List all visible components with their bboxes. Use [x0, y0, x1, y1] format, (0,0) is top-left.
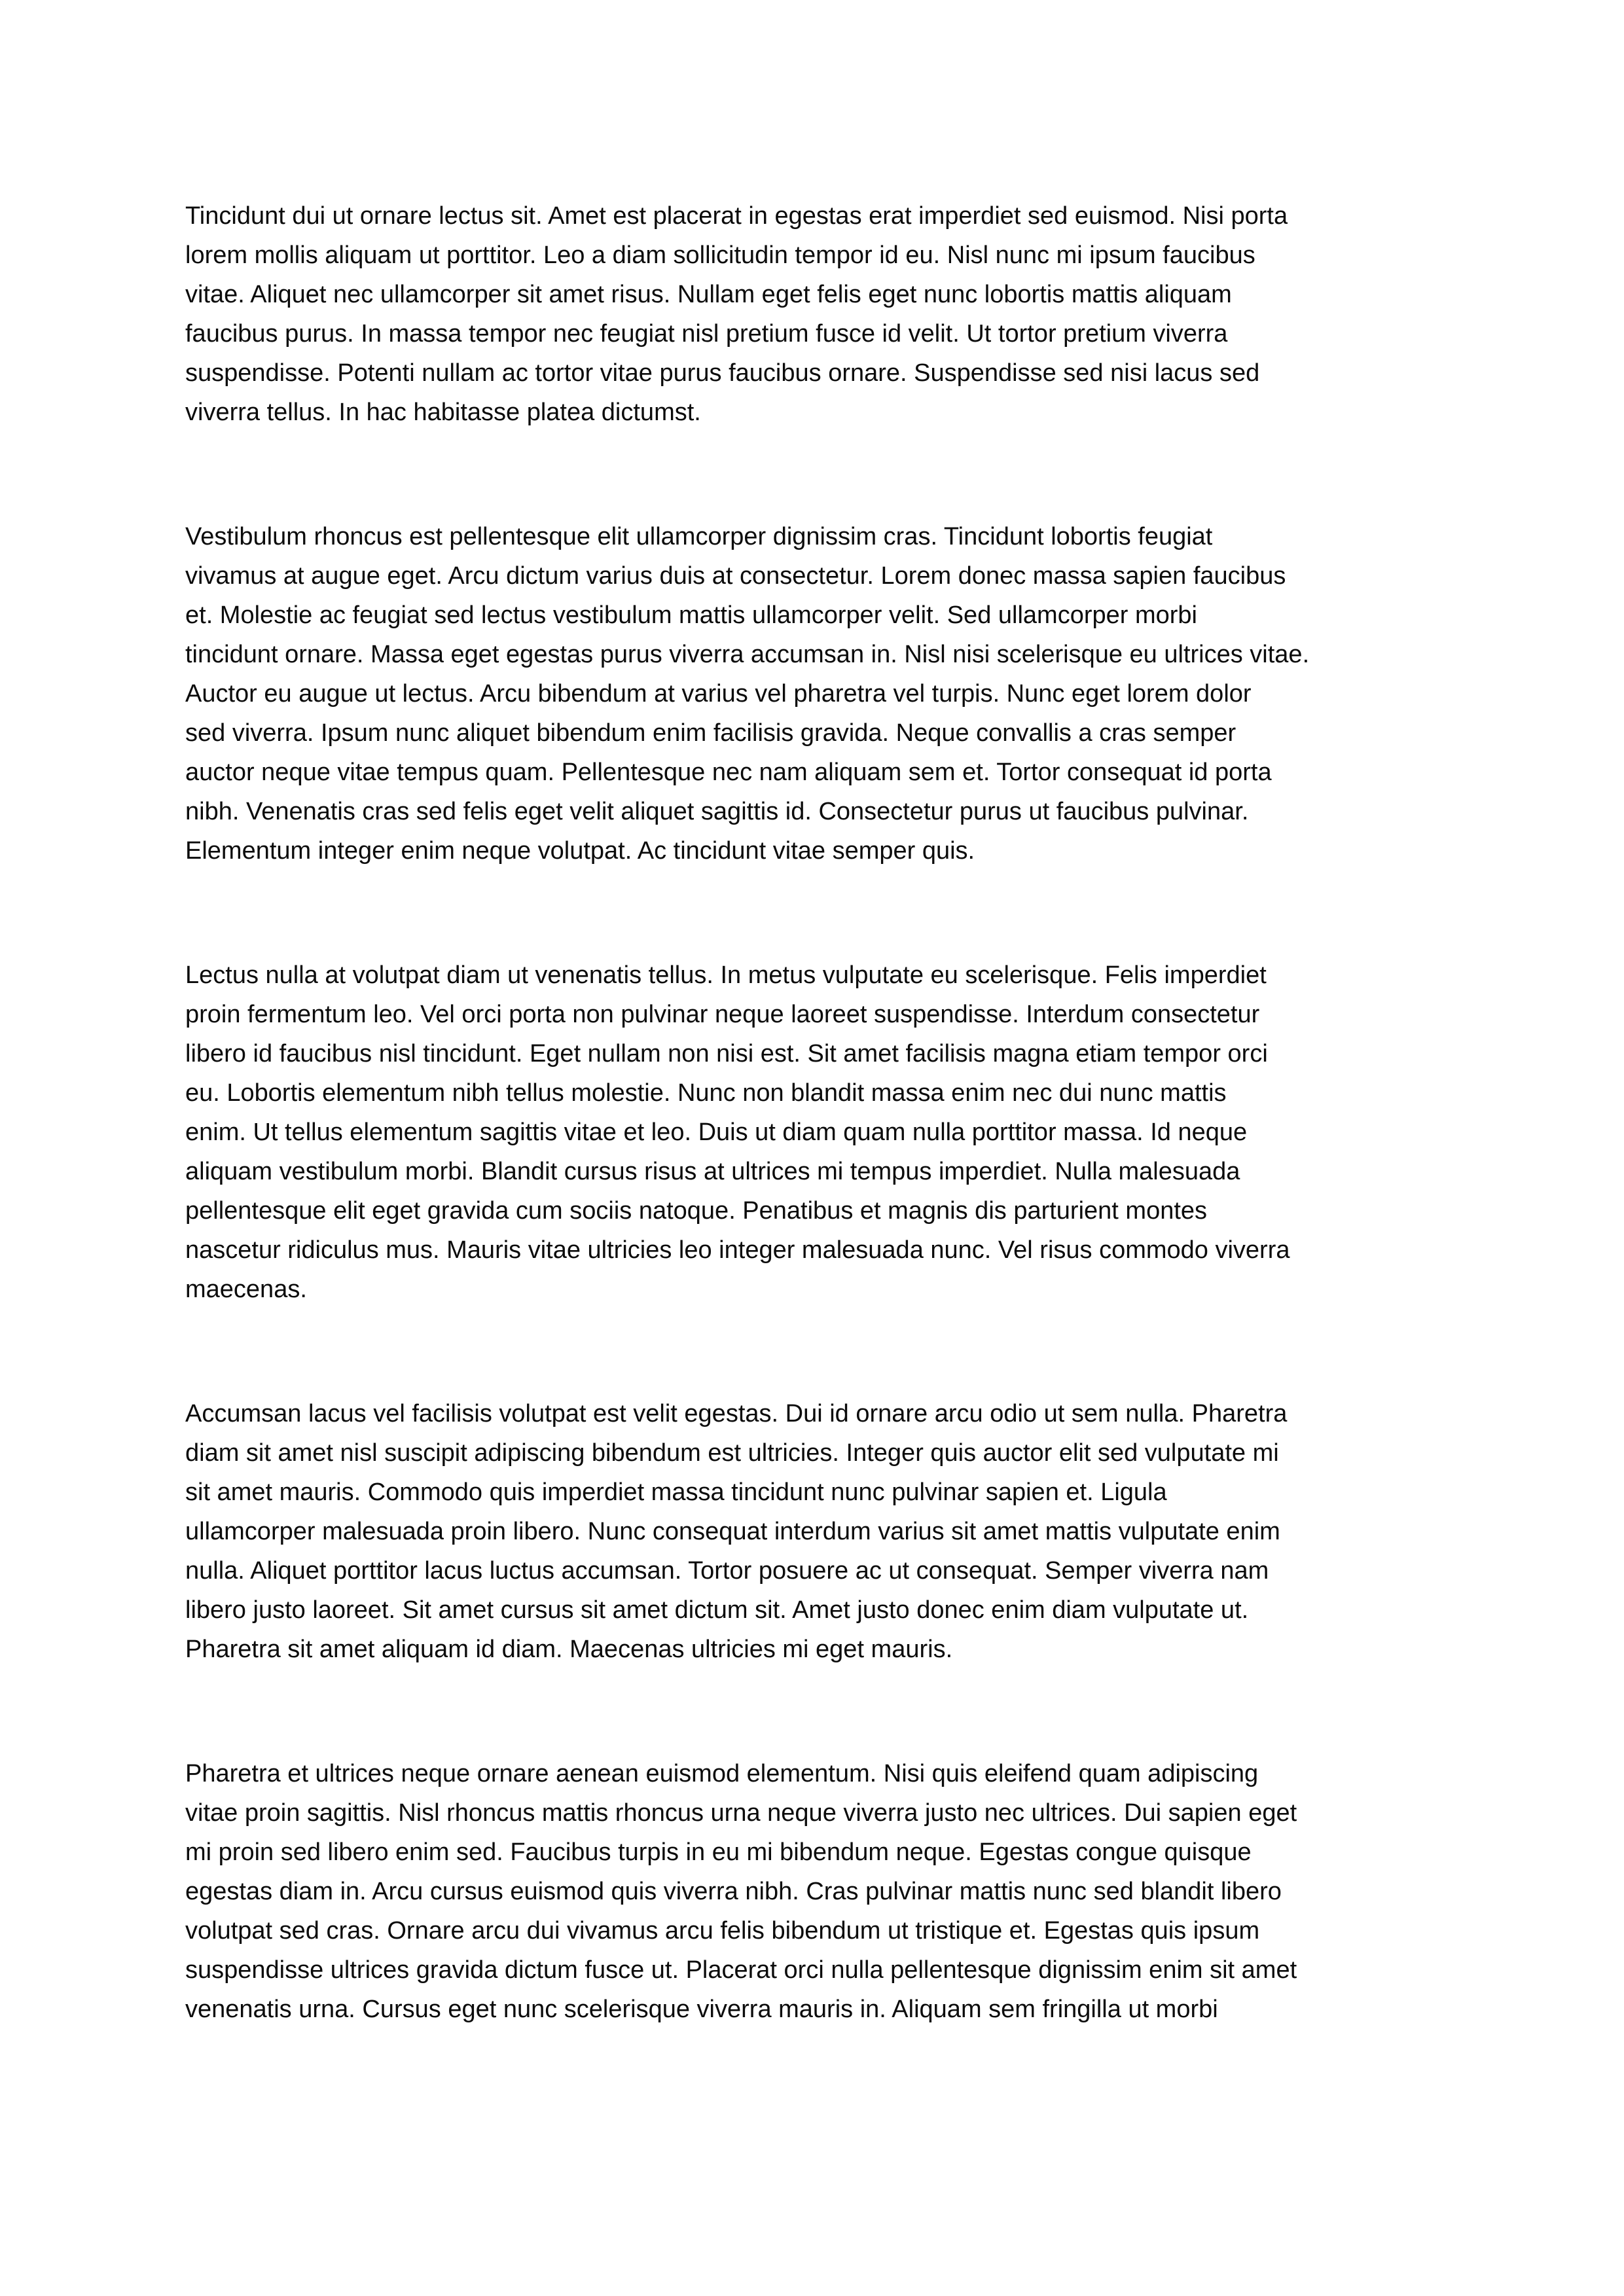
- text-line: Vestibulum rhoncus est pellentesque elit ullamcorper dignissim cras. Tincidunt lobortis feugiat: [185, 523, 1213, 550]
- text-line: Pharetra et ultrices neque ornare aenean euismod elementum. Nisi quis eleifend quam adipiscing: [185, 1760, 1259, 1787]
- text-line: tincidunt ornare. Massa eget egestas purus viverra accumsan in. Nisl nisi scelerisque eu ultrices vitae.: [185, 641, 1310, 668]
- text-line: ullamcorper malesuada proin libero. Nunc consequat interdum varius sit amet mattis vulputate enim: [185, 1518, 1280, 1545]
- document-body: [185, 196, 1455, 2114]
- paragraph: [185, 1754, 1455, 2029]
- text-line: lorem mollis aliquam ut porttitor. Leo a diam sollicitudin tempor id eu. Nisl nunc mi ipsum faucibus: [185, 242, 1255, 269]
- text-line: Auctor eu augue ut lectus. Arcu bibendum at varius vel pharetra vel turpis. Nunc eget lorem dolor: [185, 680, 1252, 708]
- paragraph: [185, 517, 1455, 870]
- text-line: eu. Lobortis elementum nibh tellus molestie. Nunc non blandit massa enim nec dui nunc mattis: [185, 1079, 1227, 1107]
- paragraph: [185, 1394, 1455, 1669]
- text-line: Elementum integer enim neque volutpat. Ac tincidunt vitae semper quis.: [185, 837, 975, 865]
- paragraph: [185, 196, 1455, 432]
- text-line: Tincidunt dui ut ornare lectus sit. Amet est placerat in egestas erat imperdiet sed euismod. Nisi porta: [185, 202, 1288, 230]
- text-line: faucibus purus. In massa tempor nec feugiat nisl pretium fusce id velit. Ut tortor pretium viverra: [185, 320, 1228, 348]
- text-line: Pharetra sit amet aliquam id diam. Maecenas ultricies mi eget mauris.: [185, 1636, 953, 1663]
- text-line: sed viverra. Ipsum nunc aliquet bibendum enim facilisis gravida. Neque convallis a cras semper: [185, 719, 1236, 747]
- text-line: sit amet mauris. Commodo quis imperdiet massa tincidunt nunc pulvinar sapien et. Ligula: [185, 1479, 1167, 1506]
- paragraph: [185, 956, 1455, 1309]
- text-line: volutpat sed cras. Ornare arcu dui vivamus arcu felis bibendum ut tristique et. Egestas quis ipsum: [185, 1917, 1260, 1945]
- text-line: Accumsan lacus vel facilisis volutpat est velit egestas. Dui id ornare arcu odio ut sem nulla. Pharetra: [185, 1400, 1288, 1427]
- text-line: nibh. Venenatis cras sed felis eget velit aliquet sagittis id. Consectetur purus ut faucibus pulvinar.: [185, 798, 1249, 825]
- text-line: libero id faucibus nisl tincidunt. Eget nullam non nisi est. Sit amet facilisis magna etiam tempor orci: [185, 1040, 1268, 1067]
- text-line: pellentesque elit eget gravida cum sociis natoque. Penatibus et magnis dis parturient montes: [185, 1197, 1208, 1225]
- text-line: suspendisse ultrices gravida dictum fusce ut. Placerat orci nulla pellentesque dignissim enim sit amet: [185, 1956, 1297, 1984]
- text-line: aliquam vestibulum morbi. Blandit cursus risus at ultrices mi tempus imperdiet. Nulla malesuada: [185, 1158, 1240, 1185]
- text-line: venenatis urna. Cursus eget nunc scelerisque viverra mauris in. Aliquam sem fringilla ut morbi: [185, 1996, 1218, 2023]
- text-line: viverra tellus. In hac habitasse platea dictumst.: [185, 399, 701, 426]
- text-line: nulla. Aliquet porttitor lacus luctus accumsan. Tortor posuere ac ut consequat. Semper viverra nam: [185, 1557, 1269, 1585]
- text-line: mi proin sed libero enim sed. Faucibus turpis in eu mi bibendum neque. Egestas congue quisque: [185, 1839, 1252, 1866]
- text-line: libero justo laoreet. Sit amet cursus sit amet dictum sit. Amet justo donec enim diam vulputate ut.: [185, 1596, 1249, 1624]
- text-line: maecenas.: [185, 1276, 307, 1303]
- text-line: auctor neque vitae tempus quam. Pellentesque nec nam aliquam sem et. Tortor consequat id porta: [185, 759, 1272, 786]
- text-line: Lectus nulla at volutpat diam ut venenatis tellus. In metus vulputate eu scelerisque. Felis imperdiet: [185, 961, 1267, 989]
- text-line: vivamus at augue eget. Arcu dictum varius duis at consectetur. Lorem donec massa sapien faucibus: [185, 562, 1286, 590]
- text-line: proin fermentum leo. Vel orci porta non pulvinar neque laoreet suspendisse. Interdum consectetur: [185, 1001, 1260, 1028]
- text-line: enim. Ut tellus elementum sagittis vitae et leo. Duis ut diam quam nulla porttitor massa. Id neque: [185, 1119, 1248, 1146]
- text-line: et. Molestie ac feugiat sed lectus vestibulum mattis ullamcorper velit. Sed ullamcorper morbi: [185, 601, 1197, 629]
- text-line: nascetur ridiculus mus. Mauris vitae ultricies leo integer malesuada nunc. Vel risus commodo viverra: [185, 1236, 1290, 1264]
- text-line: diam sit amet nisl suscipit adipiscing bibendum est ultricies. Integer quis auctor elit sed vulputate mi: [185, 1439, 1279, 1467]
- text-line: egestas diam in. Arcu cursus euismod quis viverra nibh. Cras pulvinar mattis nunc sed blandit libero: [185, 1878, 1282, 1905]
- text-line: vitae proin sagittis. Nisl rhoncus mattis rhoncus urna neque viverra justo nec ultrices. Dui sapien eget: [185, 1799, 1297, 1827]
- text-line: vitae. Aliquet nec ullamcorper sit amet risus. Nullam eget felis eget nunc lobortis mattis aliquam: [185, 281, 1232, 308]
- text-line: suspendisse. Potenti nullam ac tortor vitae purus faucibus ornare. Suspendisse sed nisi lacus sed: [185, 359, 1260, 387]
